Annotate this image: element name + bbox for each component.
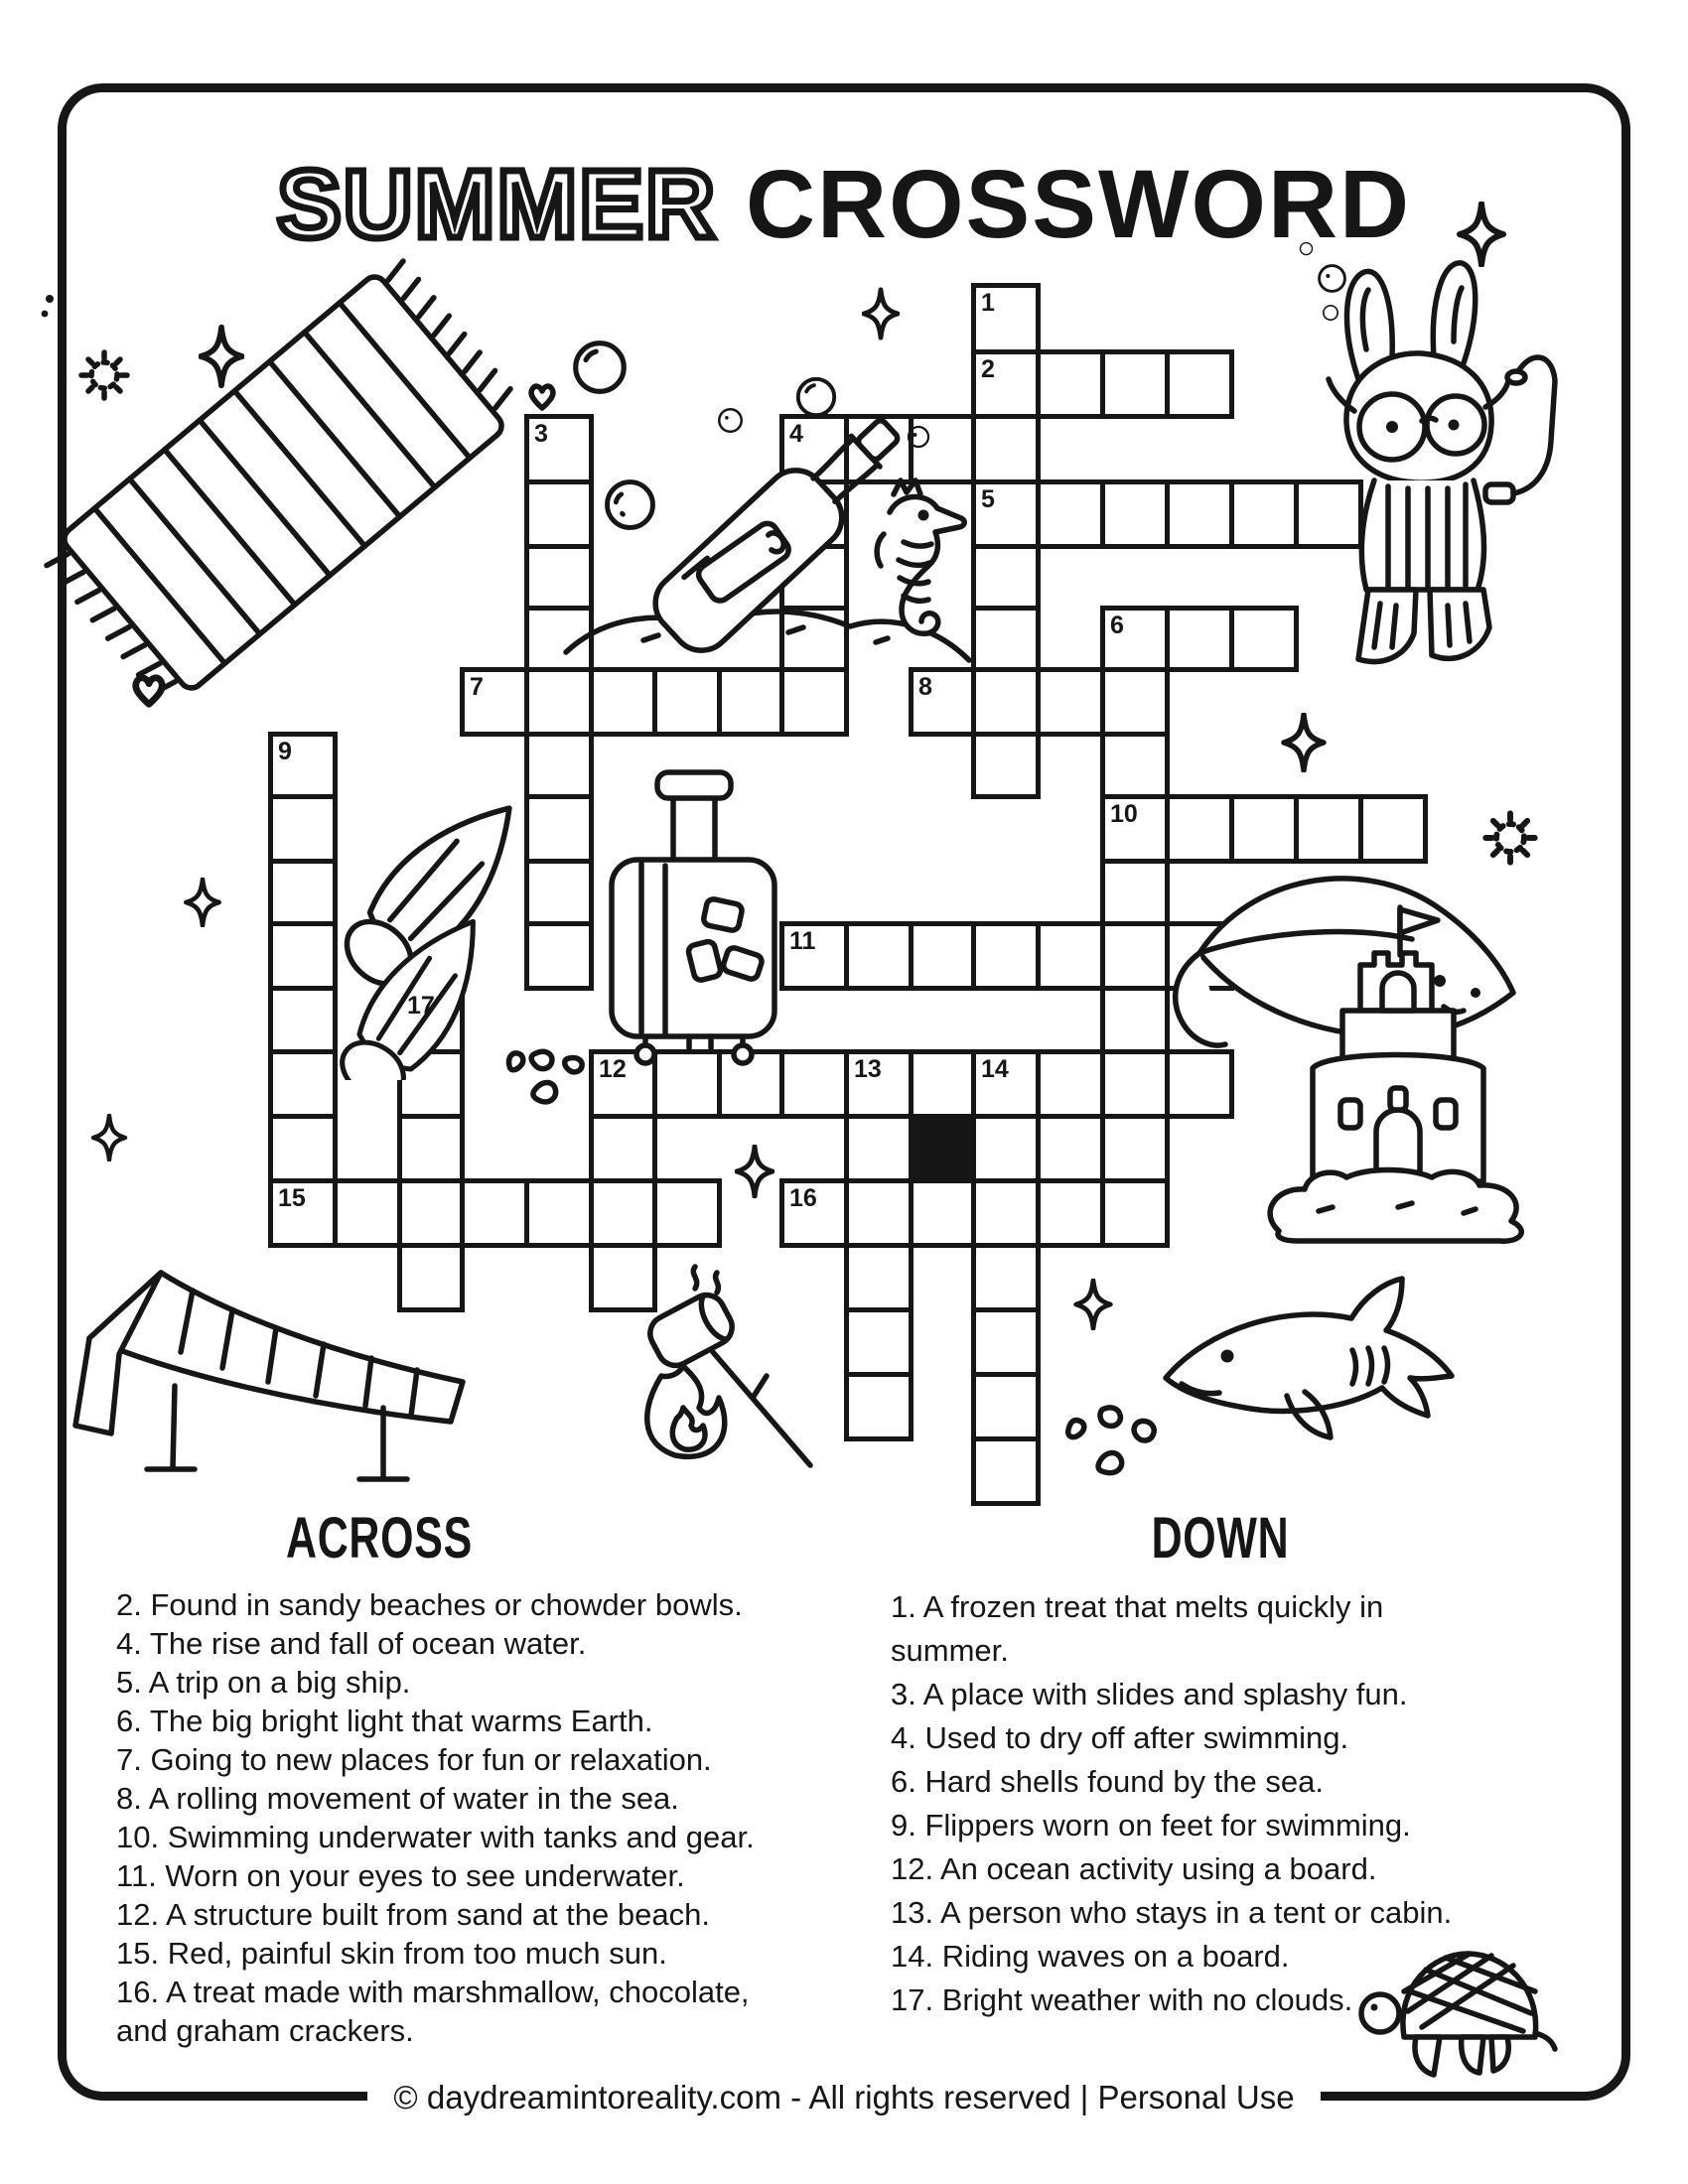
grid-cell xyxy=(971,1114,1041,1183)
grid-cell xyxy=(909,921,976,991)
clue-line: 13. A person who stays in a tent or cabin. xyxy=(891,1895,1453,1930)
grid-cell xyxy=(1036,667,1105,737)
grid-cell xyxy=(1100,479,1170,549)
marshmallow-campfire-icon xyxy=(584,1259,837,1477)
clue-line: 15. Red, painful skin from too much sun. xyxy=(116,1936,667,1971)
clue-line: 12. A structure built from sand at the beach. xyxy=(116,1897,710,1932)
across-clue-list xyxy=(116,1585,755,2050)
grid-cell xyxy=(1036,921,1105,991)
grid-cell xyxy=(397,1114,465,1183)
cell-number: 7 xyxy=(470,673,484,701)
cell-number: 5 xyxy=(981,485,995,513)
cell-number: 6 xyxy=(1110,612,1124,639)
beach-towel-icon xyxy=(40,256,516,713)
grid-cell xyxy=(397,1178,465,1248)
grid-cell xyxy=(971,732,1041,799)
grid-cell xyxy=(844,1243,914,1312)
grid-cell xyxy=(971,1243,1041,1312)
sparkle-icon xyxy=(199,324,244,389)
clue-line: 12. An ocean activity using a board. xyxy=(891,1851,1377,1886)
black-cell xyxy=(909,1114,976,1183)
clue-line: 5. A trip on a big ship. xyxy=(116,1665,411,1700)
grid-cell xyxy=(844,921,914,991)
grid-cell xyxy=(971,921,1041,991)
cell-number: 17 xyxy=(407,992,435,1020)
clue-line: 4. The rise and fall of ocean water. xyxy=(116,1626,587,1661)
grid-cell xyxy=(909,1178,976,1248)
grid-cell xyxy=(971,1307,1041,1377)
snorkeling-rabbit-icon xyxy=(1263,230,1591,727)
grid-cell xyxy=(844,1114,914,1183)
grid-cell xyxy=(844,1307,914,1377)
cell-number: 12 xyxy=(599,1055,627,1083)
sparkle-icon xyxy=(735,1145,774,1198)
footer-text: © daydreamintoreality.com - All rights reserved | Personal Use xyxy=(367,2079,1320,2116)
grid-cell xyxy=(1100,732,1170,799)
sun-icon xyxy=(77,348,131,402)
sparkle-icon xyxy=(1072,1279,1114,1330)
cell-number: 9 xyxy=(278,738,292,765)
clue-line: 10. Swimming underwater with tanks and gear. xyxy=(116,1820,755,1854)
cell-number: 1 xyxy=(981,289,995,317)
seahorse-icon xyxy=(844,469,983,667)
grid-cell xyxy=(1036,1049,1105,1119)
cell-number: 14 xyxy=(981,1055,1009,1083)
grid-cell xyxy=(589,1178,657,1248)
clue-line: and graham crackers. xyxy=(116,2013,414,2048)
water-drops-icon xyxy=(501,1044,596,1114)
clue-line: 1. A frozen treat that melts quickly in xyxy=(891,1589,1384,1624)
cell-number: 11 xyxy=(789,927,816,955)
title-space xyxy=(717,150,746,258)
down-clue-list xyxy=(891,1585,1452,2022)
grid-cell xyxy=(971,1436,1041,1506)
grid-cell xyxy=(1036,1178,1105,1248)
clue-line: 4. Used to dry off after swimming. xyxy=(891,1720,1349,1755)
grid-cell xyxy=(909,1049,976,1119)
clue-line: 6. Hard shells found by the sea. xyxy=(891,1764,1324,1799)
clue-line: summer. xyxy=(891,1633,1009,1668)
grid-cell xyxy=(1165,349,1234,419)
grid-cell xyxy=(1100,1178,1170,1248)
clue-line: 11. Worn on your eyes to see underwater. xyxy=(116,1858,685,1893)
sandcastle-icon xyxy=(1249,893,1547,1251)
grid-cell xyxy=(971,1372,1041,1441)
grid-cell xyxy=(1100,667,1170,737)
grid-cell xyxy=(971,1178,1041,1248)
clue-line: 8. A rolling movement of water in the sea. xyxy=(116,1781,679,1816)
water-drops-icon xyxy=(1055,1402,1164,1491)
clue-line: 7. Going to new places for fun or relaxation. xyxy=(116,1742,712,1777)
swim-fins-icon xyxy=(320,752,628,1083)
grid-cell xyxy=(844,1372,914,1441)
clue-line: 14. Riding waves on a board. xyxy=(891,1939,1290,1974)
grid-cell xyxy=(268,1114,338,1183)
clue-line: 3. A place with slides and splashy fun. xyxy=(891,1677,1408,1711)
grid-cell xyxy=(1036,349,1105,419)
grid-cell xyxy=(1036,479,1105,549)
grid-cell xyxy=(652,1178,722,1248)
grid-cell xyxy=(333,1178,402,1248)
heart-icon xyxy=(130,674,168,708)
clue-line: 6. The big bright light that warms Earth. xyxy=(116,1704,653,1738)
dots-doodle xyxy=(38,292,60,322)
cell-number: 13 xyxy=(854,1055,882,1083)
grid-cell xyxy=(1165,606,1234,672)
down-heading: DOWN xyxy=(1151,1506,1290,1570)
cell-number: 8 xyxy=(918,673,932,701)
lounge-chair-icon xyxy=(56,1257,492,1505)
grid-cell xyxy=(524,1178,594,1248)
cell-number: 15 xyxy=(278,1184,306,1212)
cell-number: 4 xyxy=(789,420,803,448)
title-word-summer: SUMMER xyxy=(276,150,718,258)
across-heading: ACROSS xyxy=(285,1506,474,1570)
grid-cell xyxy=(1165,479,1234,549)
sparkle-icon xyxy=(89,1114,129,1161)
shark-icon xyxy=(1138,1259,1480,1487)
title-word-crossword: CROSSWORD xyxy=(746,150,1412,258)
cell-number: 10 xyxy=(1110,800,1138,828)
sparkle-icon xyxy=(183,878,222,927)
clue-line: 9. Flippers worn on feet for swimming. xyxy=(891,1808,1411,1843)
clue-line: 2. Found in sandy beaches or chowder bowls. xyxy=(116,1587,743,1622)
cell-number: 2 xyxy=(981,355,995,383)
clue-line: 16. A treat made with marshmallow, chocolate, xyxy=(116,1975,750,2009)
grid-cell xyxy=(460,1178,529,1248)
grid-cell xyxy=(1100,349,1170,419)
footer xyxy=(0,2079,1688,2116)
clue-line: 17. Bright weather with no clouds. xyxy=(891,1982,1353,2017)
grid-cell xyxy=(589,1114,657,1183)
grid-cell xyxy=(844,1178,914,1248)
cell-number: 16 xyxy=(789,1184,817,1212)
cell-number: 3 xyxy=(534,420,548,448)
